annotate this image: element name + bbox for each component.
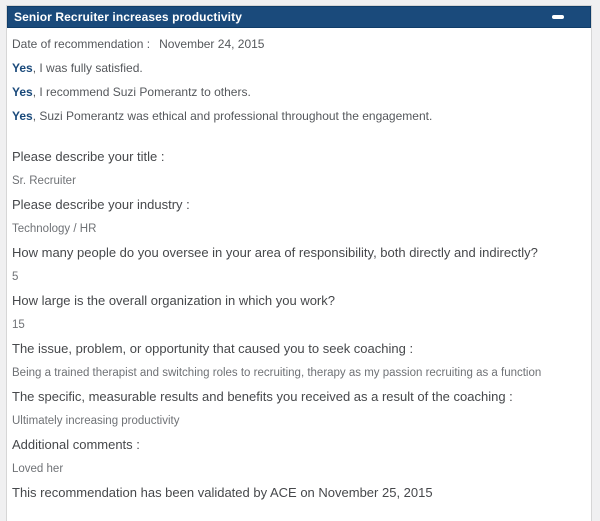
answer-results: Ultimately increasing productivity (12, 415, 180, 427)
panel-body (7, 28, 591, 505)
statement-text: , Suzi Pomerantz was ethical and professional throughout the engagement. (32, 109, 433, 123)
validation-statement: This recommendation has been validated by ACE on November 25, 2015 (12, 485, 433, 500)
question-results: The specific, measurable results and benefits you received as a result of the coaching : (12, 389, 513, 404)
question-people-overseen: How many people do you oversee in your area of responsibility, both directly and indirectly? (12, 245, 538, 260)
question-industry: Please describe your industry : (12, 197, 190, 212)
answer-additional-comments: Loved her (12, 463, 64, 475)
yes-label: Yes (12, 109, 33, 123)
statement-text: , I recommend Suzi Pomerantz to others. (32, 85, 251, 99)
collapse-minus-icon[interactable] (552, 15, 564, 19)
recommendation-date-line (12, 32, 579, 56)
statement-satisfied (12, 56, 579, 80)
answer-title: Sr. Recruiter (12, 175, 76, 187)
answer-issue: Being a trained therapist and switching roles to recruiting, therapy as my passion recruiting as a function (12, 367, 542, 379)
answer-people-overseen: 5 (12, 271, 19, 283)
statement-text: , I was fully satisfied. (32, 61, 143, 75)
panel-title: Senior Recruiter increases productivity (14, 10, 242, 24)
yes-label: Yes (12, 85, 33, 99)
date-value: November 24, 2015 (159, 37, 265, 51)
question-organization-size: How large is the overall organization in which you work? (12, 293, 335, 308)
statement-recommend (12, 80, 579, 104)
answer-industry: Technology / HR (12, 223, 97, 235)
panel-header[interactable] (7, 6, 591, 28)
date-label: Date of recommendation : (12, 37, 151, 51)
question-issue: The issue, problem, or opportunity that caused you to seek coaching : (12, 341, 414, 356)
question-title: Please describe your title : (12, 149, 165, 164)
statement-ethical (12, 104, 579, 128)
question-additional-comments: Additional comments : (12, 437, 140, 452)
qa-section (12, 145, 579, 505)
answer-organization-size: 15 (12, 319, 25, 331)
yes-label: Yes (12, 61, 33, 75)
recommendation-panel (6, 5, 592, 521)
